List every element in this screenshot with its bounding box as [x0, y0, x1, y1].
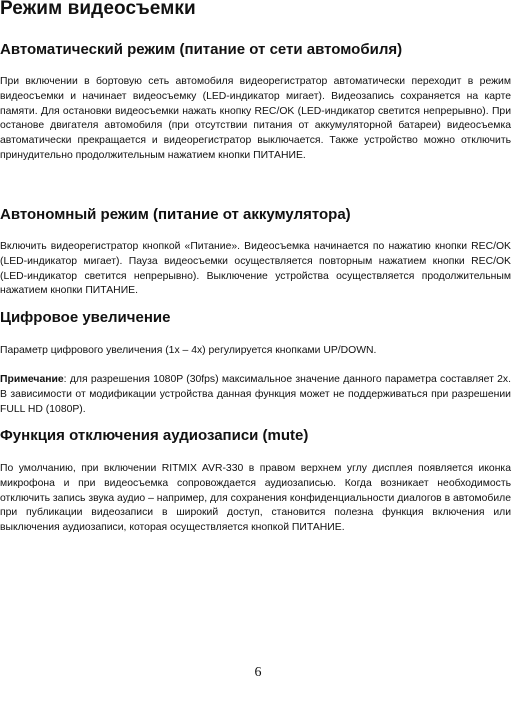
section-paragraph-auto-mode: При включении в бортовую сеть автомобиля видеорегистратор автоматически переходит в режим видеосъемки и начинает видеосъемку (LED-индикатор мигает). Видеозапись сохраняется на карте памяти. Для остановки видеосъемки нажать кнопку REC/OK (LED-индикатор светится непрерывно). При останове двигателя автомобиля (при отсутствии питания от аккумуляторной батареи) видеосъемка автоматически прекращается и видеорегистратор выключается. Также устройство можно отключить принудительно продолжительным нажатием кнопки ПИТАНИЕ. [0, 76, 511, 161]
section-paragraph-battery-mode: Включить видеорегистратор кнопкой «Питание». Видеосъемка начинается по нажатию кнопки REC/OK (LED-индикатор мигает). Пауза видеосъемки осуществляется повторным нажатием кнопки REC/OK (LED-индикатор светится непрерывно). Выключение устройства осуществляется продолжительным нажатием кнопки ПИТАНИЕ. [0, 241, 511, 297]
section-heading-auto-mode: Автоматический режим (питание от сети автомобиля) [0, 41, 403, 58]
section-paragraph-mute: По умолчанию, при включении RITMIX AVR-330 в правом верхнем углу дисплея появляется иконка микрофона и при видеосъемка сопровождается аудиозаписью. Когда возникает необходимость отключить запись звука аудио – например, для сохранения конфиденциальности диалогов в автомобиле при публикации видеозаписи в широкий доступ, становится полезна функция включения или выключения аудиозаписи, которая осуществляется кнопкой ПИТАНИЕ. [0, 463, 511, 534]
note-text: : для разрешения 1080P (30fps) максимальное значение данного параметра составляет 2x. В зависимости от модификации устройства данная функция может не поддерживаться при разрешении FULL HD (1080P). [0, 374, 511, 415]
section-heading-digital-zoom: Цифровое увеличение [0, 309, 171, 326]
section-paragraph-digital-zoom: Параметр цифрового увеличения (1x – 4x) регулируется кнопками UP/DOWN. [0, 345, 377, 356]
section-heading-mute: Функция отключения аудиозаписи (mute) [0, 427, 309, 444]
section-heading-battery-mode: Автономный режим (питание от аккумулятора) [0, 206, 351, 223]
note-paragraph [0, 373, 511, 417]
note-label: Примечание [0, 374, 64, 385]
page-number: 6 [254, 665, 262, 680]
page-title: Режим видеосъемки [0, 0, 196, 19]
